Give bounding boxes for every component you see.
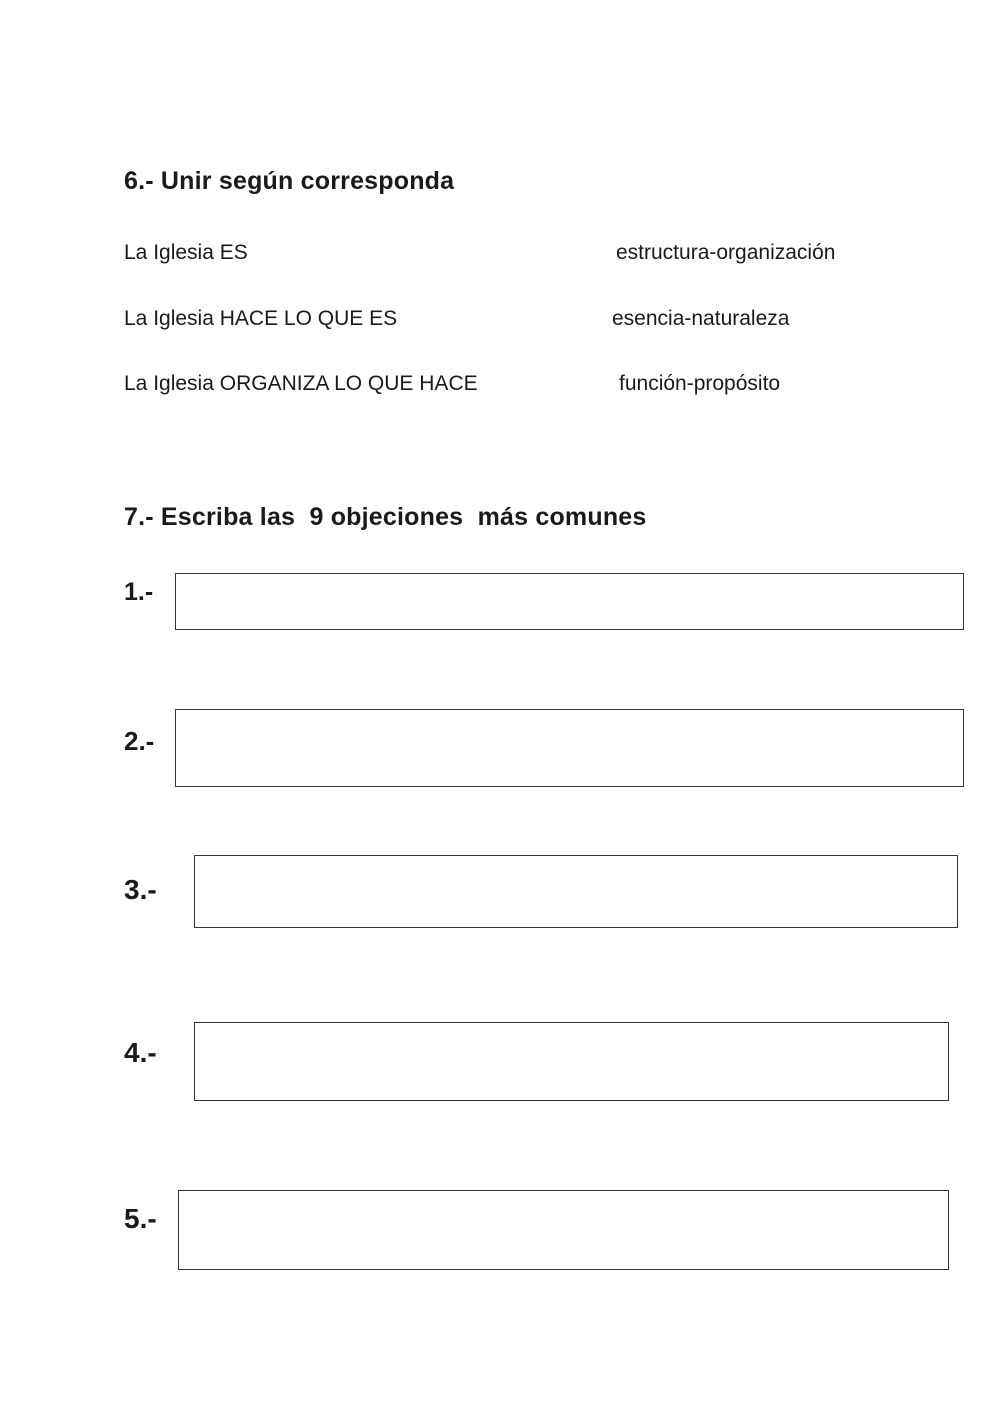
answer-label-5: 5.- [124,1203,157,1234]
match-right-item-2[interactable]: esencia-naturaleza [612,307,790,330]
section-7-title: 7.- Escriba las 9 objeciones más comunes [124,503,647,531]
match-left-item-2[interactable]: La Iglesia HACE LO QUE ES [124,307,398,330]
match-left-item-1[interactable]: La Iglesia ES [124,241,248,264]
answer-input-1[interactable] [175,573,964,630]
answer-label-4: 4.- [124,1037,157,1068]
answer-label-1: 1.- [124,578,154,606]
answer-input-4[interactable] [194,1022,949,1101]
answer-input-3[interactable] [194,855,958,928]
answer-input-2[interactable] [175,709,964,787]
match-right-item-1[interactable]: estructura-organización [616,241,836,264]
answer-label-2: 2.- [124,726,155,756]
match-right-item-3[interactable]: función-propósito [619,372,781,395]
section-6-title: 6.- Unir según corresponda [124,167,455,195]
match-left-item-3[interactable]: La Iglesia ORGANIZA LO QUE HACE [124,372,478,395]
answer-input-5[interactable] [178,1190,949,1270]
answer-label-3: 3.- [124,874,157,905]
